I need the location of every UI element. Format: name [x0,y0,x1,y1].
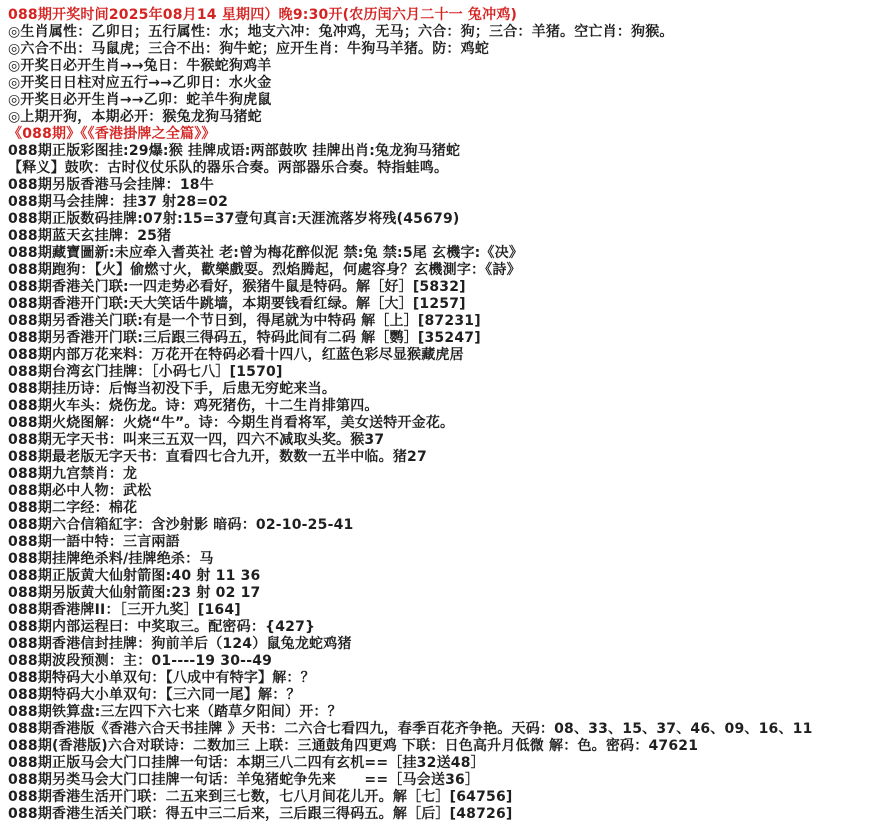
text-line: 088期火车头：烧伤龙。诗：鸡死猪伤，十二生肖排第四。 [8,398,379,414]
text-line: 088期香港生活关门联：得五中三二后来，三后跟三得码五。解［后］[48726] [8,806,513,822]
text-line: 088期香港生活开门联：二五来到三七数，七八月间花儿开。解［七］[64756] [8,789,513,805]
text-line: ◎开奖日必开生肖→→兔日：牛猴蛇狗鸡羊 [8,58,272,74]
text-line: 088期香港信封挂牌：狗前羊后（124）鼠兔龙蛇鸡猪 [8,636,352,652]
text-line: ◎六合不出：马鼠虎；三合不出：狗牛蛇；应开生肖：牛狗马羊猪。防：鸡蛇 [8,41,490,57]
text-line: 088期正版黄大仙射箭图:40 射 11 36 [8,568,261,584]
text-line: 088期跑狗：【火】偷燃寸火，歡樂戲耍。烈焰腾起，何處容身？玄機測字：《詩》 [8,262,521,278]
text-line: 088期另香港开门联:三后跟三得码五，特码此间有二码 解［鹦］[35247] [8,330,481,346]
text-line: 088期蓝天玄挂牌：25猪 [8,228,172,244]
text-line: 088期香港版《香港六合天书挂牌 》天书：二六合七看四九，春季百花齐争艳。天码：08、33、15、37、46、09、16、11 [8,721,813,737]
text-lines-container [8,7,894,823]
text-line: 【释义】鼓吹：古时仪仗乐队的器乐合奏。两部器乐合奏。特指蛙鸣。 [8,160,449,176]
text-line: 088期内部万花来料：万花开在特码必看十四八，红蓝色彩尽显猴藏虎居 [8,347,464,363]
text-line: 088期挂历诗：后悔当初没下手，后患无穷蛇来当。 [8,381,337,397]
text-line: 088期开奖时间2025年08月14 星期四）晚9:30开(农历闰六月二十一 兔冲鸡) [8,7,518,23]
text-line: 088期必中人物：武松 [8,483,152,499]
text-line: 088期最老版无字天书：直看四七合九开，数数一五半中临。猪27 [8,449,427,465]
text-line: 088期另香港关门联:有是一个节日到，得尾就为中特码 解［上］[87231] [8,313,481,329]
text-line: 088期香港牌II：［三开九奖］[164] [8,602,241,618]
text-line: 088期正版数码挂牌:07射:15=37壹句真言:天涯流落岁将残(45679) [8,211,460,227]
text-line: 088期马会挂牌：挂37 射28=02 [8,194,229,210]
text-line: ◎开奖日必开生肖→→乙卯：蛇羊牛狗虎鼠 [8,92,272,108]
text-line: 088期特码大小单双句：【八成中有特字】解：？ [8,670,315,686]
text-line: ◎开奖日日柱对应五行→→乙卯日：水火金 [8,75,272,91]
text-line: 088期另版黄大仙射箭图:23 射 02 17 [8,585,261,601]
text-line: 088期火烧图解：火烧“牛”。诗：今期生肖看将军，美女送特开金花。 [8,415,455,431]
text-line: 088期正版彩图挂:29爆:猴 挂牌成语:两部鼓吹 挂牌出肖:兔龙狗马猪蛇 [8,143,461,159]
text-line: 088期另版香港马会挂牌：18牛 [8,177,214,193]
text-line: 088期另类马会大门口挂牌一句话：羊兔猪蛇争先来 ==［马会送36］ [8,772,480,788]
text-line: 088期波段预测：主：01----19 30--49 [8,653,273,669]
text-line: 088期香港关门联:一四走势必看好，猴猪牛鼠是特码。解［好］[5832] [8,279,466,295]
text-line: 088期铁算盘:三左四下六七来（踏草夕阳间）开：？ [8,704,342,720]
text-line: 088期台湾玄门挂牌：［小码七八］[1570] [8,364,283,380]
text-line: 088期一語中特：三言兩語 [8,534,180,550]
text-line: 088期二字经：棉花 [8,500,138,516]
text-line: ◎生肖属性：乙卯日；五行属性：水；地支六冲：兔冲鸡，无马；六合：狗；三合：羊猪。空亡肖：狗猴。 [8,24,674,40]
text-line: 088期藏寶圖新:未应牵入耆英社 老:曾为梅花醉似泥 禁:兔 禁:5尾 玄機字:《决》 [8,245,524,261]
text-line: 088期正版马会大门口挂牌一句话：本期三八二四有玄机==［挂32送48］ [8,755,485,771]
text-line: 088期无字天书：叫来三五双一四，四六不减取头奖。猴37 [8,432,385,448]
text-line: 088期内部运程曰：中奖取三。配密码：{427} [8,619,316,635]
text-line: ◎上期开狗，本期必开：猴兔龙狗马猪蛇 [8,109,262,125]
text-line: 088期六合信箱紅字：含沙射影 暗码：02-10-25-41 [8,517,354,533]
text-line: 088期九宫禁肖：龙 [8,466,138,482]
text-line: 088期(香港版)六合对联诗：二数加三 上联：三通鼓角四更鸡 下联：日色高升月低微 解：色。密码：47621 [8,738,699,754]
text-line: 《088期》《《香港掛牌之全篇》》 [8,126,216,142]
text-line: 088期香港开门联:天大笑话牛跳墙，本期要钱看红绿。解［大］[1257] [8,296,466,312]
text-line: 088期挂牌绝杀料/挂牌绝杀：马 [8,551,214,567]
text-line: 088期特码大小单双句：【三六同一尾】解：？ [8,687,301,703]
